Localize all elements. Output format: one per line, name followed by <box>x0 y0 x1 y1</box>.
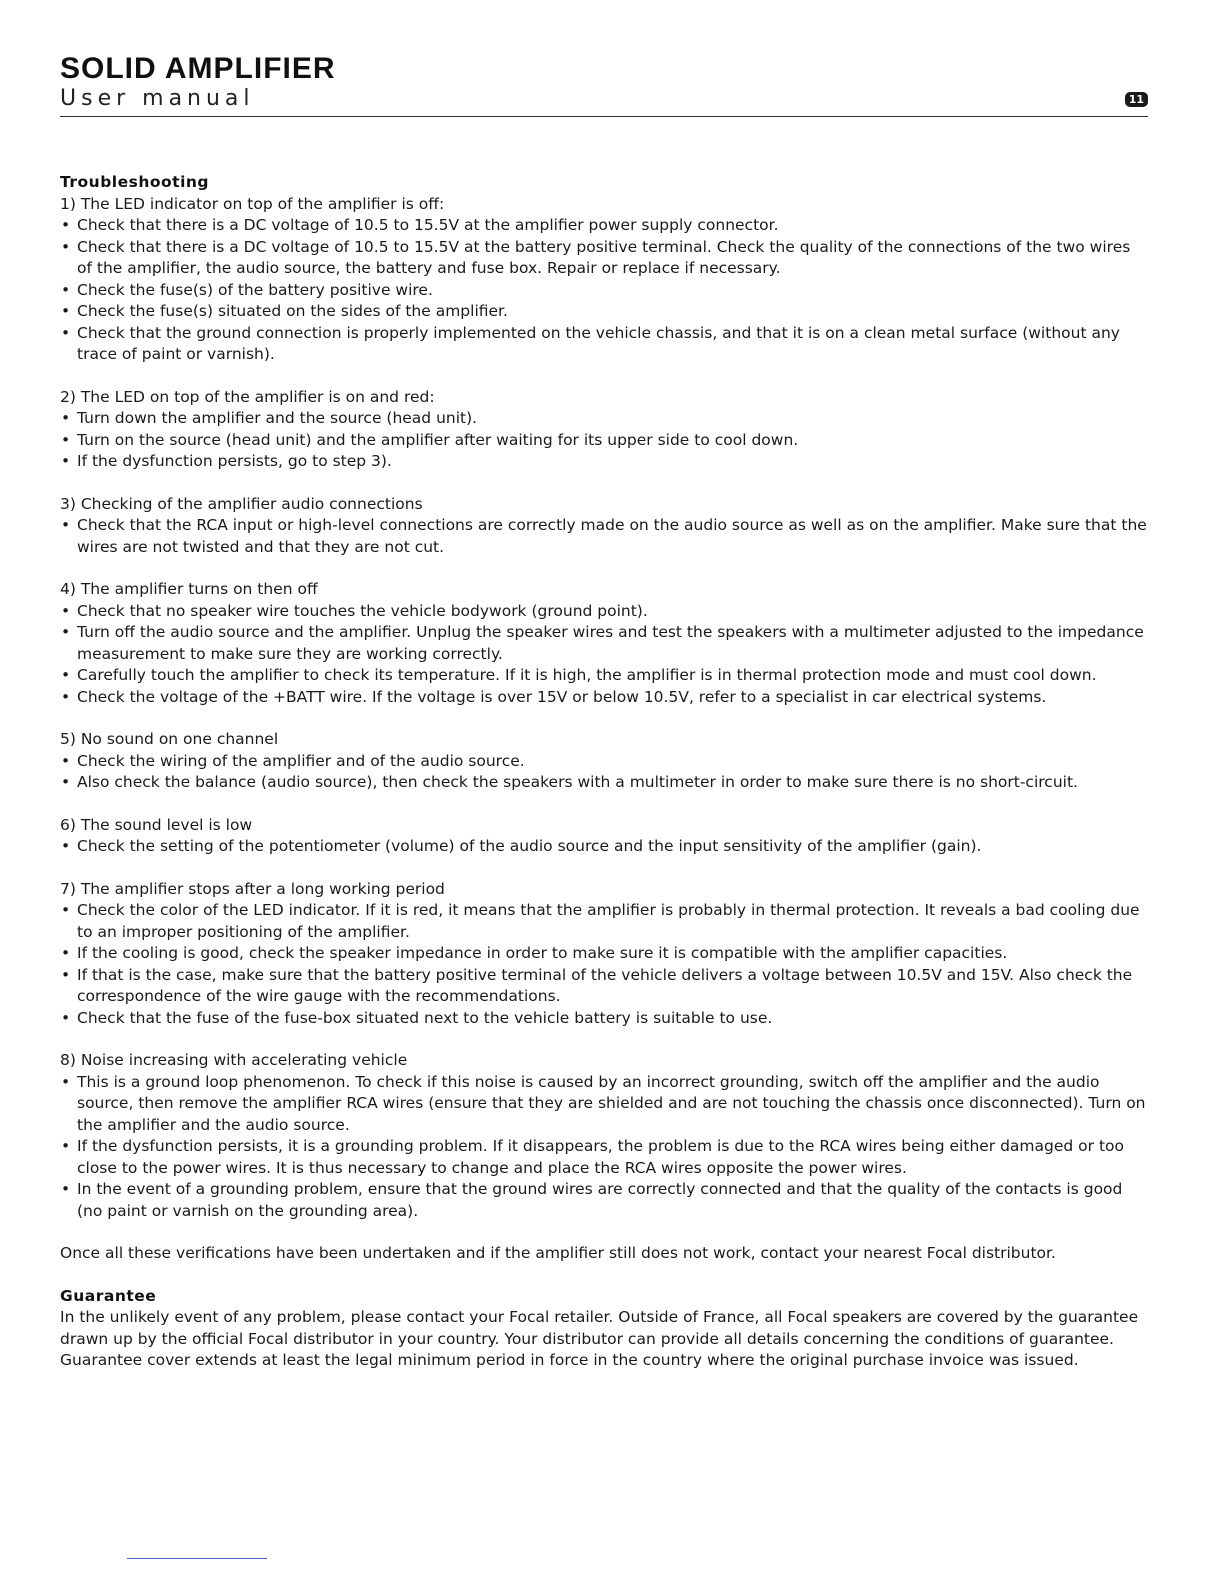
document-subtitle: User manual <box>60 86 255 111</box>
page <box>60 52 1148 1372</box>
bullet-list <box>60 751 1148 794</box>
bullet-item: • Check that there is a DC voltage of 10.5 to 15.5V at the battery positive terminal. Check the quality of the connections of the two wires of the amplifier, the audio source, the battery and fuse box. Repair or replace if necessary. <box>60 237 1148 280</box>
group-title: 5) No sound on one channel <box>60 730 279 748</box>
bullet-list <box>60 515 1148 558</box>
bullet-item: • Turn on the source (head unit) and the amplifier after waiting for its upper side to cool down. <box>60 430 1148 452</box>
bullet-item: • Check the color of the LED indicator. If it is red, it means that the amplifier is probably in thermal protection. It reveals a bad cooling due to an improper positioning of the amplifier. <box>60 900 1148 943</box>
header-row <box>60 86 1148 114</box>
bullet-item: • If the dysfunction persists, it is a grounding problem. If it disappears, the problem is due to the RCA wires being either damaged or too close to the power wires. It is thus necessary to change and place the RCA wires opposite the power wires. <box>60 1136 1148 1179</box>
guarantee-paragraph: In the unlikely event of any problem, please contact your Focal retailer. Outside of France, all Focal speakers are covered by the guarantee drawn up by the official Focal distributor in your country. Your distributor can provide all details concerning the conditions of guarantee. Guarantee cover extends at least the legal minimum period in force in the country where the original purchase invoice was issued. <box>60 1308 1139 1369</box>
troubleshooting-group <box>60 387 1148 473</box>
bullet-item: • Turn off the audio source and the amplifier. Unplug the speaker wires and test the speakers with a multimeter adjusted to the impedance measurement to make sure they are working correctly. <box>60 622 1148 665</box>
bullet-list <box>60 836 1148 858</box>
bullet-list <box>60 900 1148 1029</box>
troubleshooting-heading: Troubleshooting <box>60 173 210 191</box>
bullet-item: • Check that the fuse of the fuse-box situated next to the vehicle battery is suitable to use. <box>60 1008 1148 1030</box>
troubleshooting-group <box>60 729 1148 794</box>
troubleshooting-group <box>60 579 1148 708</box>
guarantee-heading: Guarantee <box>60 1286 157 1305</box>
footer-divider <box>127 1558 267 1559</box>
bullet-item: • Carefully touch the amplifier to check its temperature. If it is high, the amplifier is in thermal protection mode and must cool down. <box>60 665 1148 687</box>
group-title: 1) The LED indicator on top of the amplifier is off: <box>60 194 445 213</box>
troubleshooting-group <box>60 194 1148 366</box>
troubleshooting-group <box>60 815 1148 858</box>
group-title: 4) The amplifier turns on then off <box>60 580 318 598</box>
bullet-item: • Check that the ground connection is properly implemented on the vehicle chassis, and that it is on a clean metal surface (without any trace of paint or varnish). <box>60 323 1148 366</box>
bullet-item: • If that is the case, make sure that the battery positive terminal of the vehicle delivers a voltage between 10.5V and 15V. Also check the correspondence of the wire gauge with the recommendations. <box>60 965 1148 1008</box>
bullet-item: • Check that no speaker wire touches the vehicle bodywork (ground point). <box>60 601 1148 623</box>
bullet-item: • Check the voltage of the +BATT wire. If the voltage is over 15V or below 10.5V, refer to a specialist in car electrical systems. <box>60 687 1148 709</box>
bullet-item: • Check that there is a DC voltage of 10.5 to 15.5V at the amplifier power supply connector. <box>60 215 1148 237</box>
bullet-item: • Turn down the amplifier and the source (head unit). <box>60 408 1148 430</box>
bullet-item: • If the dysfunction persists, go to step 3). <box>60 451 1148 473</box>
bullet-item: • Check the setting of the potentiometer (volume) of the audio source and the input sensitivity of the amplifier (gain). <box>60 836 1148 858</box>
document-title: SOLID AMPLIFIER <box>60 52 336 85</box>
page-number-badge: 11 <box>1125 92 1148 107</box>
bullet-list <box>60 1072 1148 1223</box>
closing-paragraph: Once all these verifications have been undertaken and if the amplifier still does not work, contact your nearest Focal distributor. <box>60 1244 1056 1262</box>
group-title: 7) The amplifier stops after a long working period <box>60 879 445 898</box>
bullet-item: • This is a ground loop phenomenon. To check if this noise is caused by an incorrect grounding, switch off the amplifier and the audio source, then remove the amplifier RCA wires (ensure that they are shielded and are not touching the chassis once disconnected). Turn on the amplifier and the audio source. <box>60 1072 1148 1137</box>
bullet-item: • Check that the RCA input or high-level connections are correctly made on the audio source as well as on the amplifier. Make sure that the wires are not twisted and that they are not cut. <box>60 515 1148 558</box>
troubleshooting-groups <box>60 194 1148 1223</box>
header-divider <box>60 116 1148 117</box>
group-title: 6) The sound level is low <box>60 815 253 834</box>
bullet-item: • If the cooling is good, check the speaker impedance in order to make sure it is compatible with the amplifier capacities. <box>60 943 1148 965</box>
bullet-item: • Check the fuse(s) of the battery positive wire. <box>60 280 1148 302</box>
bullet-list <box>60 408 1148 473</box>
bullet-list <box>60 601 1148 709</box>
group-title: 8) Noise increasing with accelerating vehicle <box>60 1051 408 1069</box>
group-title: 2) The LED on top of the amplifier is on and red: <box>60 387 435 406</box>
bullet-item: • In the event of a grounding problem, ensure that the ground wires are correctly connected and that the quality of the contacts is good (no paint or varnish on the grounding area). <box>60 1179 1148 1222</box>
bullet-list <box>60 215 1148 366</box>
group-title: 3) Checking of the amplifier audio connections <box>60 494 423 513</box>
troubleshooting-group <box>60 1050 1148 1222</box>
troubleshooting-group <box>60 494 1148 559</box>
bullet-item: • Also check the balance (audio source), then check the speakers with a multimeter in order to make sure there is no short-circuit. <box>60 772 1148 794</box>
bullet-item: • Check the fuse(s) situated on the sides of the amplifier. <box>60 301 1148 323</box>
bullet-item: • Check the wiring of the amplifier and of the audio source. <box>60 751 1148 773</box>
troubleshooting-group <box>60 879 1148 1030</box>
content <box>60 172 1148 1372</box>
